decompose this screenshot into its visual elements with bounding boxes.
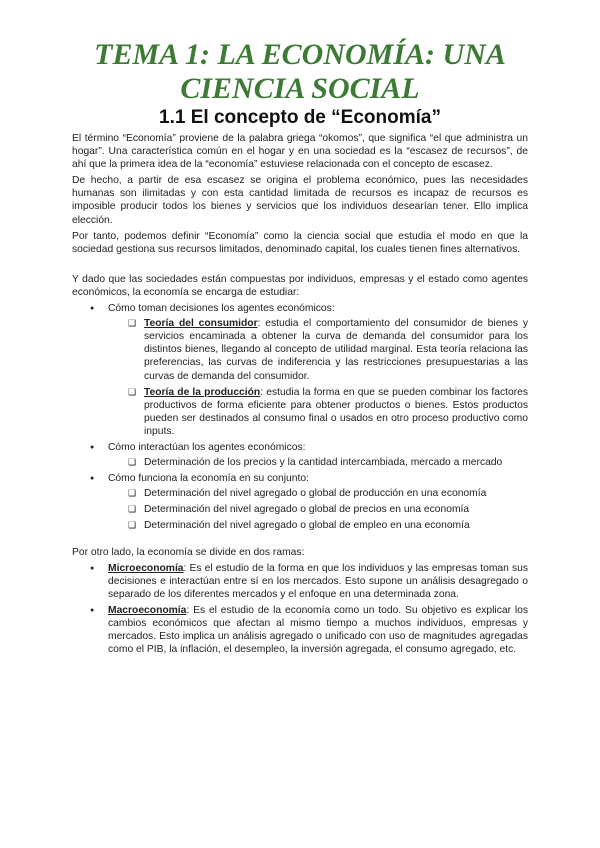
paragraph: El término “Economía” proviene de la palabra griega “okomos”, que significa “el que administra un hogar”. Una característica común en el hogar y en una sociedad es la “escasez de recursos”, de ahí que la primera idea de la “economía” estuviese relacionada con el concepto de escasez. [72,133,528,171]
checkbox-bullet-icon: ❏ [128,386,137,397]
section-heading: 1.1 El concepto de “Economía” [159,107,441,128]
sub-list-item [108,519,528,532]
topic-label: Cómo funciona la economía en su conjunto: [108,473,309,485]
list-item [72,604,528,656]
term: Teoría del consumidor [144,318,258,330]
sub-item-text: Determinación del nivel agregado o global de producción en una economía [144,488,487,500]
checkbox-bullet-icon: ❏ [128,520,137,531]
sub-item-text: Determinación del nivel agregado o global de precios en una economía [144,504,470,516]
term-description: : Es el estudio de la forma en que los individuos y las empresas toman sus decisiones e interactúan entre sí en los mercados. Esto supone un análisis desagregado o separado de los diferentes mercados y el enfoque en una determinada zona. [108,562,528,600]
sub-list-item [108,386,528,438]
list-item [72,302,528,438]
term-description: : Es el estudio de la economía como un todo. Su objetivo es explicar los cambios económicos que afectan al mismo tiempo a muchos individuos, empresas y mercados. Esto implica un análisis agregado o unificado con uso de magnitudes agregadas como el PIB, la inflación, el desempleo, la inversión agregada, el consumo agregado, etc. [108,604,528,656]
sub-list [108,487,528,532]
paragraph: De hecho, a partir de esa escasez se origina el problema económico, pues las necesidades humanas son ilimitadas y con esta cantidad limitada de recursos es incapaz de recursos es imposible producir todos los bienes y servicios que los individuos desearían tener. Ello implica elección. [72,175,528,226]
sub-list [108,456,528,469]
list-item [72,472,528,532]
document-page [72,38,528,656]
branches-list [72,562,528,657]
sub-list-item [108,317,528,382]
checkbox-bullet-icon: ❏ [128,504,137,515]
list-item [72,441,528,469]
sub-item-text: Determinación de los precios y la cantidad intercambiada, mercado a mercado [144,457,503,469]
sub-list-item [108,487,528,500]
topic-label: Cómo toman decisiones los agentes económicos: [108,303,335,315]
sub-list-item [108,503,528,516]
term: Microeconomía [108,562,184,574]
paragraph-branches-intro: Por otro lado, la economía se divide en dos ramas: [72,546,305,558]
list-item [72,562,528,601]
sub-item-text: Determinación del nivel agregado o global de empleo en una economía [144,520,470,532]
checkbox-bullet-icon: ❏ [128,318,137,329]
term-description: : estudia el comportamiento del consumidor de bienes y servicios encaminada a obtener la curva de demanda del consumidor para los distintos bienes, llegando al concepto de utilidad marginal. Esta teoría relaciona las preferencias, las curvas de indiferencia y las restricciones presupuestarias a las curvas de demanda del consumidor. [144,318,528,382]
topics-list [72,302,528,533]
checkbox-bullet-icon: ❏ [128,457,137,468]
sub-list [108,317,528,438]
term: Macroeconomía [108,604,187,616]
term: Teoría de la producción [144,386,261,398]
term-description: : estudia la forma en que se pueden combinar los factores productivos de forma eficiente para obtener productos o bienes. Estos productos pueden ser destinados al consumo final o usados en otro proceso productivo como inputs. [144,386,528,437]
topic-label: Cómo interactúan los agentes económicos: [108,441,306,453]
sub-list-item [108,456,528,469]
checkbox-bullet-icon: ❏ [128,488,137,499]
paragraph: Por tanto, podemos definir “Economía” como la ciencia social que estudia el modo en que la sociedad gestiona sus recursos limitados, denominado capital, los cuales tienen fines alternativos. [72,230,528,255]
page-title: TEMA 1: LA ECONOMÍA: UNA CIENCIA SOCIAL [94,38,506,105]
paragraph-agents-intro: Y dado que las sociedades están compuestas por individuos, empresas y el estado como agentes económicos, la economía se encarga de estudiar: [72,273,528,298]
